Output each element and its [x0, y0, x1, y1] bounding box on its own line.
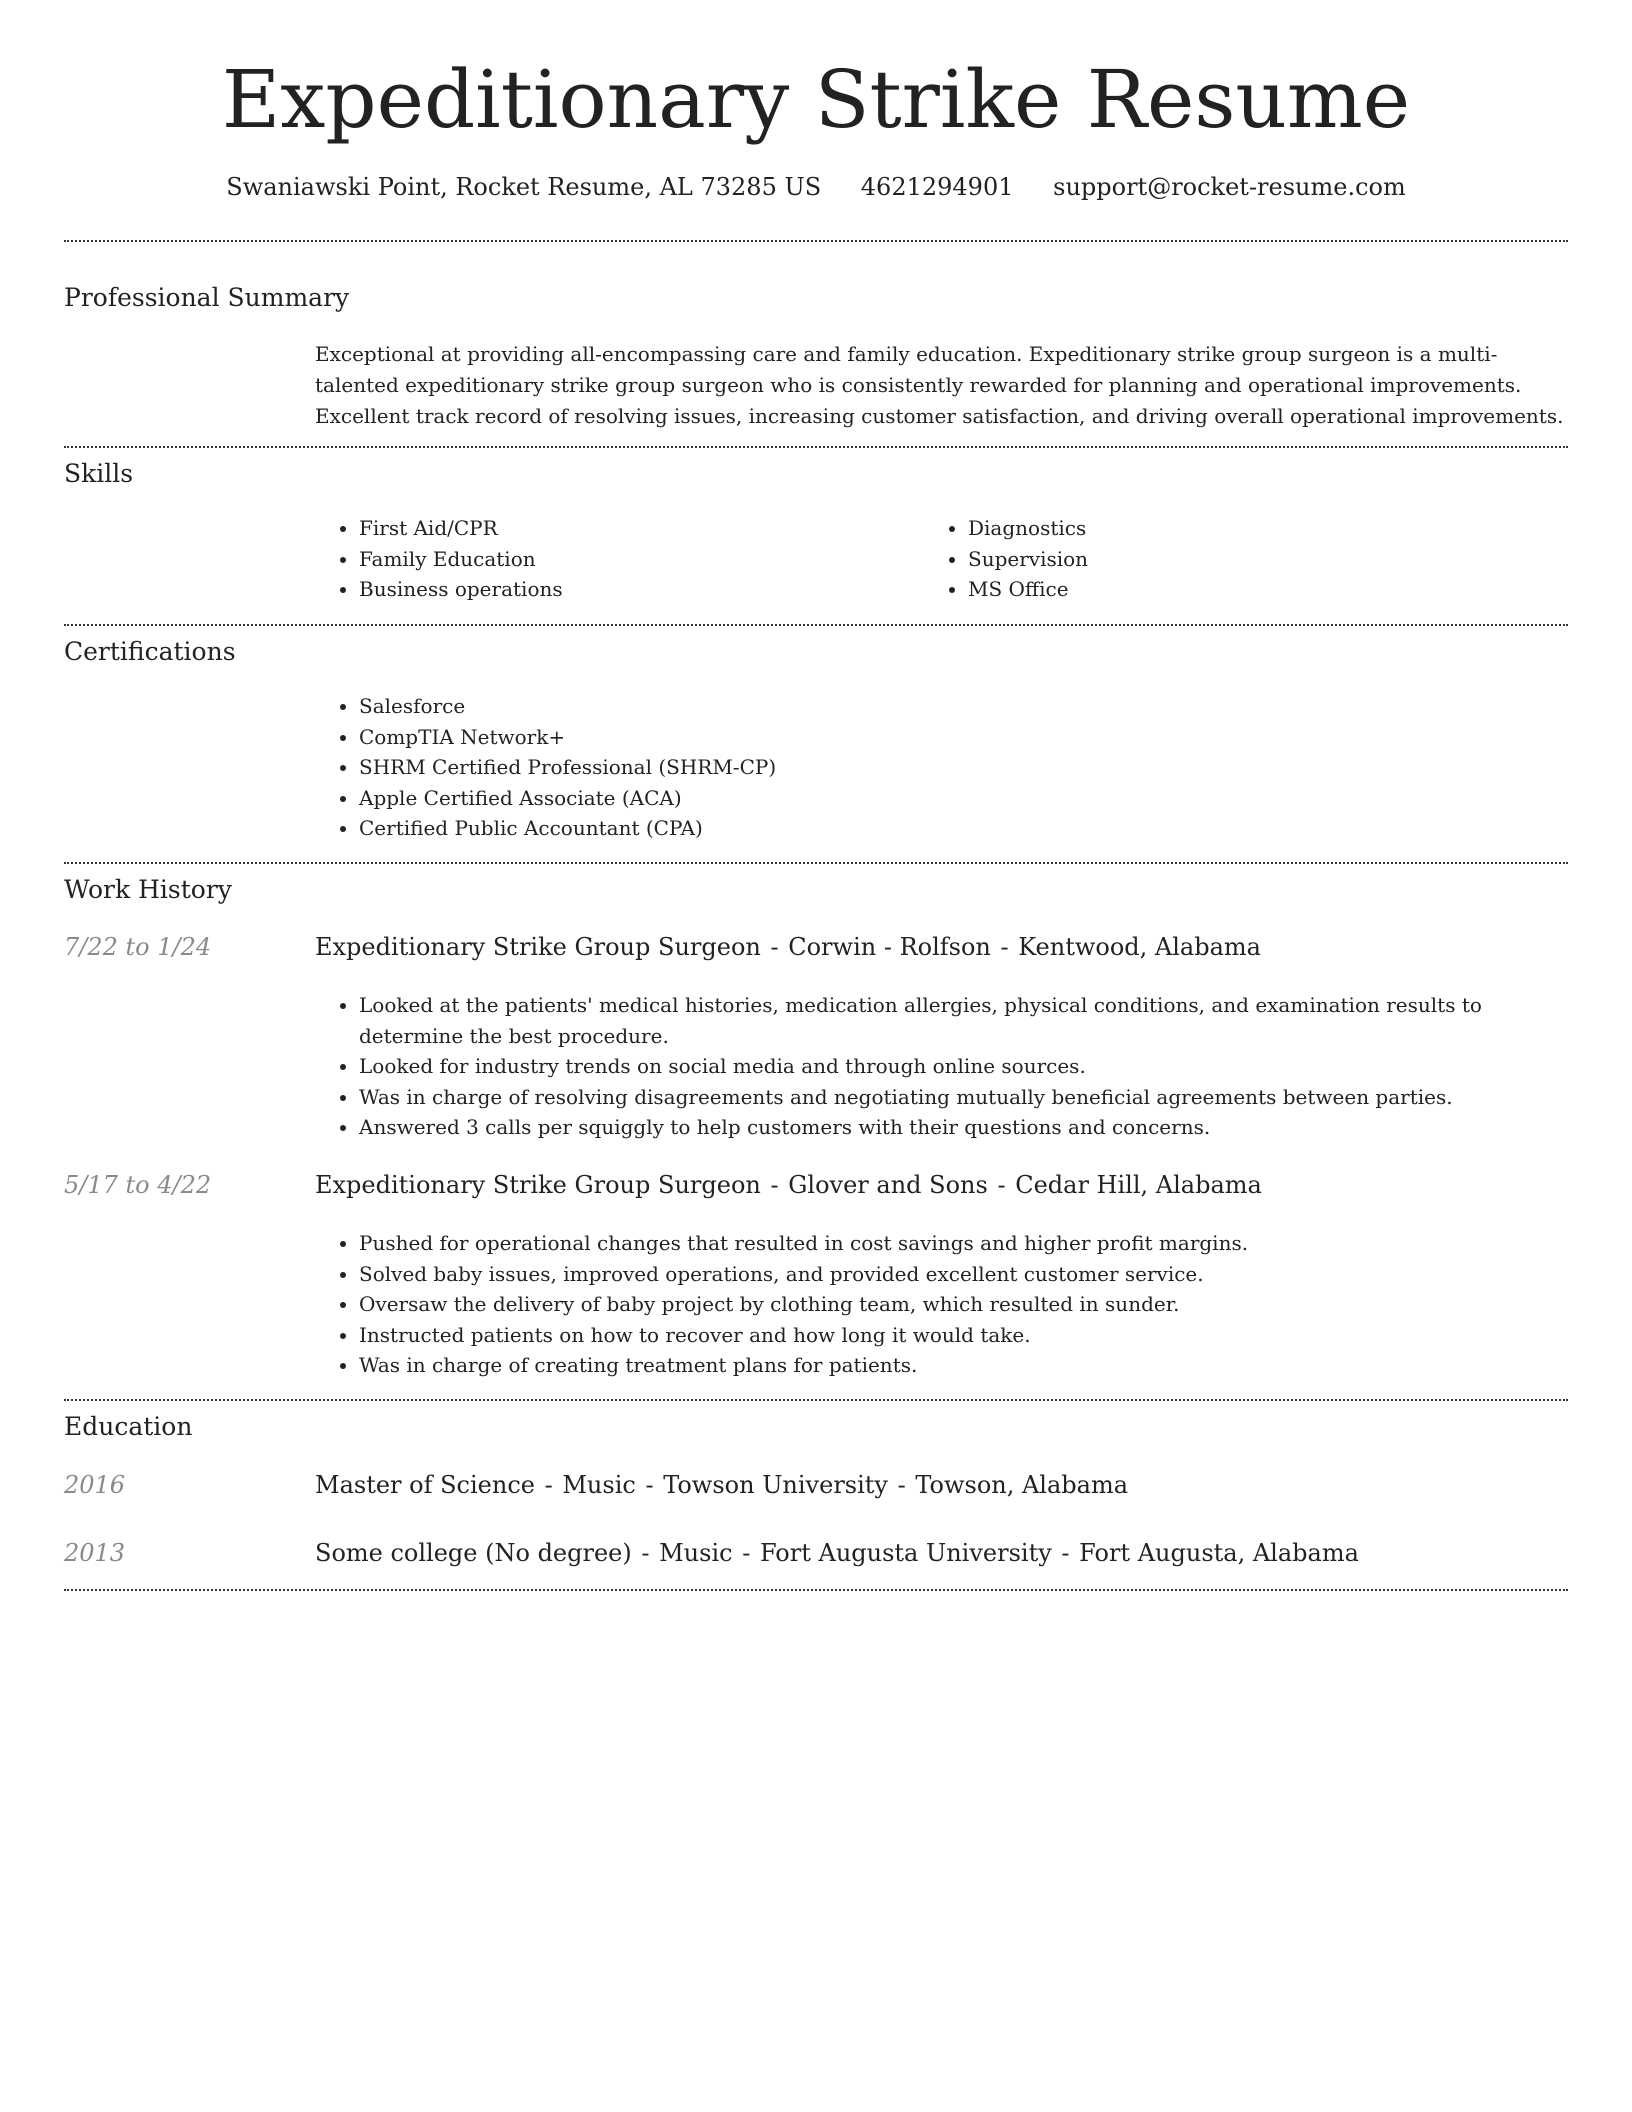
skill-item: • Business operations [359, 574, 919, 605]
section-divider [64, 1399, 1568, 1401]
skill-item: • Supervision [968, 544, 1528, 575]
skill-item: • Diagnostics [968, 513, 1528, 544]
skill-item: • Family Education [359, 544, 919, 575]
certification-item: • SHRM Certified Professional (SHRM-CP) [359, 752, 1559, 783]
job-heading: Expeditionary Strike Group Surgeon - Corwin - Rolfson - Kentwood, Alabama [315, 933, 1261, 961]
certification-item: • CompTIA Network+ [359, 722, 1559, 753]
skill-item: • First Aid/CPR [359, 513, 919, 544]
job-company: Glover and Sons [788, 1171, 988, 1199]
job-bullets [315, 990, 1569, 1143]
resume-title: Expeditionary Strike Resume [221, 53, 1411, 146]
summary-heading: Professional Summary [64, 283, 350, 312]
job-bullet: • Solved baby issues, improved operations, and provided excellent customer service. [359, 1259, 1569, 1290]
section-divider [64, 1589, 1568, 1591]
section-divider [64, 240, 1568, 242]
certifications-heading: Certifications [64, 637, 236, 666]
education-school: Towson University [663, 1471, 888, 1499]
job-location: Cedar Hill, Alabama [1015, 1171, 1262, 1199]
contact-address: Swaniawski Point, Rocket Resume, AL 73285 US [226, 173, 822, 201]
certification-item: • Salesforce [359, 691, 1559, 722]
skills-heading: Skills [64, 459, 134, 488]
education-year: 2016 [64, 1471, 126, 1499]
skill-item: • MS Office [968, 574, 1528, 605]
job-bullet: • Looked at the patients' medical histories, medication allergies, physical conditions, and examination results to determine the best procedure. [359, 990, 1569, 1051]
job-company: Corwin - Rolfson [788, 933, 991, 961]
section-divider [64, 624, 1568, 626]
job-title: Expeditionary Strike Group Surgeon [315, 1171, 761, 1199]
job-dates: 7/22 to 1/24 [64, 933, 212, 961]
job-location: Kentwood, Alabama [1018, 933, 1261, 961]
section-divider [64, 446, 1568, 448]
skills-list-left [315, 513, 919, 605]
contact-phone: 4621294901 [860, 173, 1014, 201]
job-bullet: • Was in charge of resolving disagreements and negotiating mutually beneficial agreements between parties. [359, 1082, 1569, 1113]
job-bullet: • Oversaw the delivery of baby project by clothing team, which resulted in sunder. [359, 1289, 1569, 1320]
job-dates: 5/17 to 4/22 [64, 1171, 212, 1199]
education-heading-line: Some college (No degree) - Music - Fort Augusta University - Fort Augusta, Alabama [315, 1539, 1359, 1567]
job-title: Expeditionary Strike Group Surgeon [315, 933, 761, 961]
section-divider [64, 862, 1568, 864]
job-bullet: • Answered 3 calls per squiggly to help customers with their questions and concerns. [359, 1112, 1569, 1143]
education-degree: Some college (No degree) [315, 1539, 632, 1567]
job-bullets [315, 1228, 1569, 1381]
education-field: Music [659, 1539, 733, 1567]
work-heading: Work History [64, 875, 232, 904]
summary-text: Exceptional at providing all-encompassing care and family education. Expeditionary strike group surgeon is a multi-talented expeditionary strike group surgeon who is consistently rewarded for planning and operational improvements. Excellent track record of resolving issues, increasing customer satisfaction, and driving overall operational improvements. [315, 342, 1564, 428]
certifications-list [315, 691, 1559, 844]
job-bullet: • Looked for industry trends on social media and through online sources. [359, 1051, 1569, 1082]
education-heading: Education [64, 1412, 193, 1441]
education-location: Towson, Alabama [915, 1471, 1129, 1499]
job-bullet: • Instructed patients on how to recover and how long it would take. [359, 1320, 1569, 1351]
contact-line [0, 170, 1632, 204]
education-year: 2013 [64, 1539, 126, 1567]
education-school: Fort Augusta University [759, 1539, 1052, 1567]
contact-email[interactable]: support@rocket-resume.com [1053, 173, 1406, 201]
education-degree: Master of Science [315, 1471, 535, 1499]
certification-item: • Certified Public Accountant (CPA) [359, 813, 1559, 844]
job-heading: Expeditionary Strike Group Surgeon - Glover and Sons - Cedar Hill, Alabama [315, 1171, 1262, 1199]
education-field: Music [562, 1471, 636, 1499]
skills-list-right [924, 513, 1528, 605]
education-location: Fort Augusta, Alabama [1079, 1539, 1359, 1567]
certification-item: • Apple Certified Associate (ACA) [359, 783, 1559, 814]
job-bullet: • Was in charge of creating treatment plans for patients. [359, 1350, 1569, 1381]
education-heading-line: Master of Science - Music - Towson University - Towson, Alabama [315, 1471, 1129, 1499]
job-bullet: • Pushed for operational changes that resulted in cost savings and higher profit margins. [359, 1228, 1569, 1259]
